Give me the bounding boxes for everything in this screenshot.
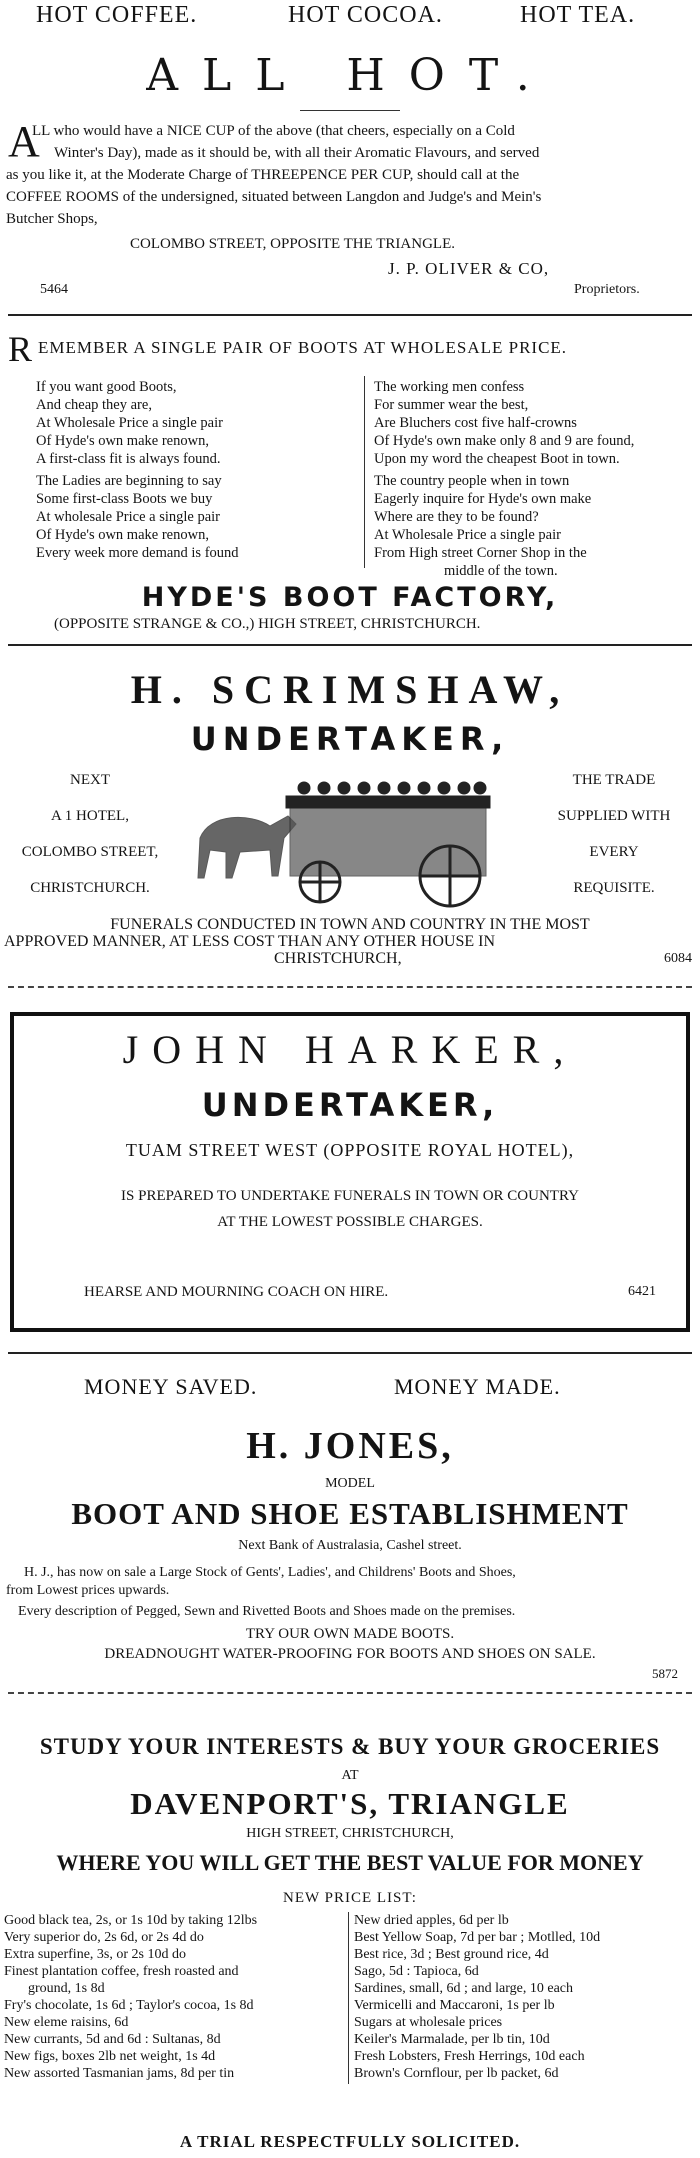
poem-stanza: The working men confess For summer wear the best, Are Bluchers cost five half-crowns Of Hyde's own make only 8 and 9 are found, Upon my word the cheapest Boot in town. — [374, 379, 635, 467]
horses-shape — [198, 816, 296, 878]
poem-stanza: If you want good Boots, And cheap they are, At Wholesale Price a single pair Of Hyde's own make renown, A first-class fit is always found. — [36, 379, 223, 467]
jones-establishment: BOOT AND SHOE ESTABLISHMENT — [71, 1496, 629, 1531]
poem-right-column — [374, 378, 698, 580]
column-divider — [364, 376, 365, 568]
price-list-right — [354, 1912, 698, 2082]
top-item-cocoa: HOT COCOA. — [288, 2, 443, 28]
divider — [8, 644, 692, 646]
jones-ad — [0, 1352, 700, 1714]
column-divider — [348, 1912, 349, 2084]
coffee-firm: J. P. OLIVER & CO, — [388, 259, 550, 278]
scrimshaw-trade: UNDERTAKER, — [190, 720, 510, 758]
list-item: ground, 1s 8d — [28, 1981, 105, 1996]
price-list-title: NEW PRICE LIST: — [283, 1890, 417, 1906]
scrimshaw-ad — [0, 648, 700, 990]
hearse-illustration — [180, 758, 520, 908]
jones-model: MODEL — [325, 1476, 375, 1491]
list-item: Fresh Lobsters, Fresh Herrings, 10d each — [354, 2049, 585, 2064]
list-item: Finest plantation coffee, fresh roasted and — [4, 1964, 239, 1979]
harker-address: TUAM STREET WEST (OPPOSITE ROYAL HOTEL), — [125, 1140, 575, 1160]
jones-name: H. JONES, — [246, 1425, 454, 1467]
scrimshaw-left-column: NEXT A 1 HOTEL, COLOMBO STREET, CHRISTCHURCH. — [21, 772, 159, 896]
davenport-address: HIGH STREET, CHRISTCHURCH, — [246, 1826, 454, 1841]
poem-left-column — [36, 378, 356, 562]
top-item-coffee: HOT COFFEE. — [36, 2, 198, 28]
harker-hearse: HEARSE AND MOURNING COACH ON HIRE. — [84, 1284, 389, 1300]
scrimshaw-footer: FUNERALS CONDUCTED IN TOWN AND COUNTRY IN THE MOST APPROVED MANNER, AT LESS COST THAN ANY OTHER HOUSE IN CHRISTCHURCH, 6084 — [4, 916, 696, 967]
davenport-value: WHERE YOU WILL GET THE BEST VALUE FOR MONEY — [56, 1850, 644, 1875]
jones-top-right: MONEY MADE. — [394, 1374, 561, 1399]
harker-ref: 6421 — [628, 1284, 656, 1299]
footer-last-line: CHRISTCHURCH, 6084 — [274, 950, 692, 967]
scrimshaw-name: H. SCRIMSHAW, — [130, 667, 570, 712]
divider — [8, 986, 692, 988]
poem-stanza: The country people when in town Eagerly inquire for Hyde's own make Where are they to be found? At Wholesale Price a single pair From High street Corner Shop in the middle of the town. — [374, 473, 592, 579]
poem-stanza: The Ladies are beginning to say Some first-class Boots we buy At wholesale Price a single pair Of Hyde's own make renown, Every week more demand is found — [36, 473, 239, 561]
drop-cap: R — [8, 329, 33, 369]
jones-body: H. J., has now on sale a Large Stock of Gents', Ladies', and Childrens' Boots and Shoes, from Lowest prices upwards. Every description of Pegged, Sewn and Rivetted Boots and Shoes made on the premises. — [6, 1565, 516, 1619]
list-item: New figs, boxes 2lb net weight, 1s 4d — [4, 2049, 216, 2064]
harker-name: JOHN HARKER, — [122, 1027, 578, 1072]
list-item: Best Yellow Soap, 7d per bar ; Motlled, 10d — [354, 1930, 601, 1945]
list-item: Best rice, 3d ; Best ground rice, 4d — [354, 1947, 549, 1962]
drop-cap: A — [8, 117, 40, 166]
list-item: Vermicelli and Maccaroni, 1s per lb — [354, 1998, 555, 2013]
jones-try: TRY OUR OWN MADE BOOTS. — [245, 1626, 455, 1642]
scrimshaw-ref: 6084 — [664, 951, 692, 966]
list-item: Good black tea, 2s, or 1s 10d by taking 12lbs — [4, 1913, 258, 1928]
coffee-ad — [0, 0, 700, 318]
top-item-tea: HOT TEA. — [520, 2, 636, 28]
davenport-name: DAVENPORT'S, TRIANGLE — [130, 1786, 570, 1821]
coffee-ref: 5464 — [40, 282, 68, 297]
boots-factory-name: HYDE'S BOOT FACTORY, — [141, 582, 559, 613]
harker-trade: UNDERTAKER, — [201, 1086, 499, 1124]
scrimshaw-right-column: THE TRADE SUPPLIED WITH EVERY REQUISITE. — [557, 772, 671, 896]
davenport-at: AT — [341, 1768, 359, 1783]
list-item: Brown's Cornflour, per lb packet, 6d — [354, 2066, 559, 2081]
list-item: Sugars at wholesale prices — [354, 2015, 503, 2030]
divider — [8, 1352, 692, 1354]
divider — [8, 1692, 692, 1694]
harker-line-1: IS PREPARED TO UNDERTAKE FUNERALS IN TOWN OR COUNTRY — [121, 1188, 579, 1204]
price-list-left — [4, 1912, 344, 2082]
davenport-footer: A TRIAL RESPECTFULLY SOLICITED. — [179, 2132, 521, 2151]
list-item: Very superior do, 2s 6d, or 2s 4d do — [4, 1930, 204, 1945]
coffee-address: COLOMBO STREET, OPPOSITE THE TRIANGLE. — [130, 236, 456, 252]
harker-ad — [0, 990, 700, 1352]
list-item: Fry's chocolate, 1s 6d ; Taylor's cocoa, 1s 8d — [4, 1998, 254, 2013]
list-item: Keiler's Marmalade, per lb tin, 10d — [354, 2032, 550, 2047]
coffee-heading: ALL HOT. — [146, 50, 554, 101]
heading-underline — [300, 110, 400, 111]
list-item: Extra superfine, 3s, or 2s 10d do — [4, 1947, 186, 1962]
boots-ad: R EMEMBER A SINGLE PAIR OF BOOTS AT WHOLESALE PRICE. If you want good Boots, And cheap they are, At Wholesale Price a single pair Of Hyde's own make renown, A first-class fit is always found. The Ladies are beginning to say Some first-class Boots we buy At wholesale Price a single pair Of Hyde's own make renown, Every week more demand is found The working men confess For summer wear the best, Are Bluchers cost five half-crowns Of Hyde's own make only 8 and 9 are found, Upon my word the cheapest Boot in town. The country people when in town Eagerly inquire for Hyde's own make Where are they to be found? At Wholesale Price a single pair From High street Corner Shop in the middle of the town. HYDE'S BOOT FACTORY, (OPPOSITE STRANGE & CO.,) HIGH STREET, CHRISTCHURCH. — [0, 318, 700, 648]
list-item: New assorted Tasmanian jams, 8d per tin — [4, 2066, 235, 2081]
jones-location: Next Bank of Australasia, Cashel street. — [238, 1538, 462, 1553]
jones-dreadnought: DREADNOUGHT WATER-PROOFING FOR BOOTS AND SHOES ON SALE. — [104, 1646, 596, 1662]
coffee-proprietors: Proprietors. — [574, 282, 640, 297]
list-item: New currants, 5d and 6d : Sultanas, 8d — [4, 2032, 221, 2047]
list-item: Sago, 5d : Tapioca, 6d — [354, 1964, 479, 1979]
davenport-ad — [0, 1714, 700, 2158]
davenport-headline: STUDY YOUR INTERESTS & BUY YOUR GROCERIES — [39, 1734, 661, 1759]
boots-address: (OPPOSITE STRANGE & CO.,) HIGH STREET, CHRISTCHURCH. — [54, 616, 481, 632]
divider — [8, 314, 692, 316]
harker-line-2: AT THE LOWEST POSSIBLE CHARGES. — [217, 1214, 483, 1230]
jones-top-left: MONEY SAVED. — [84, 1374, 258, 1399]
jones-ref: 5872 — [652, 1666, 678, 1681]
list-item: New eleme raisins, 6d — [4, 2015, 129, 2030]
list-item: New dried apples, 6d per lb — [354, 1913, 509, 1928]
coffee-body: A LL who would have a NICE CUP of the above (that cheers, especially on a Cold Winter's Day), made as it should be, with all their Aromatic Flavours, and served as you like it, at the Moderate Charge of THREEPENCE PER CUP, should call at the COFFEE ROOMS of the undersigned, situated between Langdon and Judge's and Mein's Butcher Shops, — [6, 117, 542, 227]
list-item: Sardines, small, 6d ; and large, 10 each — [354, 1981, 574, 1996]
